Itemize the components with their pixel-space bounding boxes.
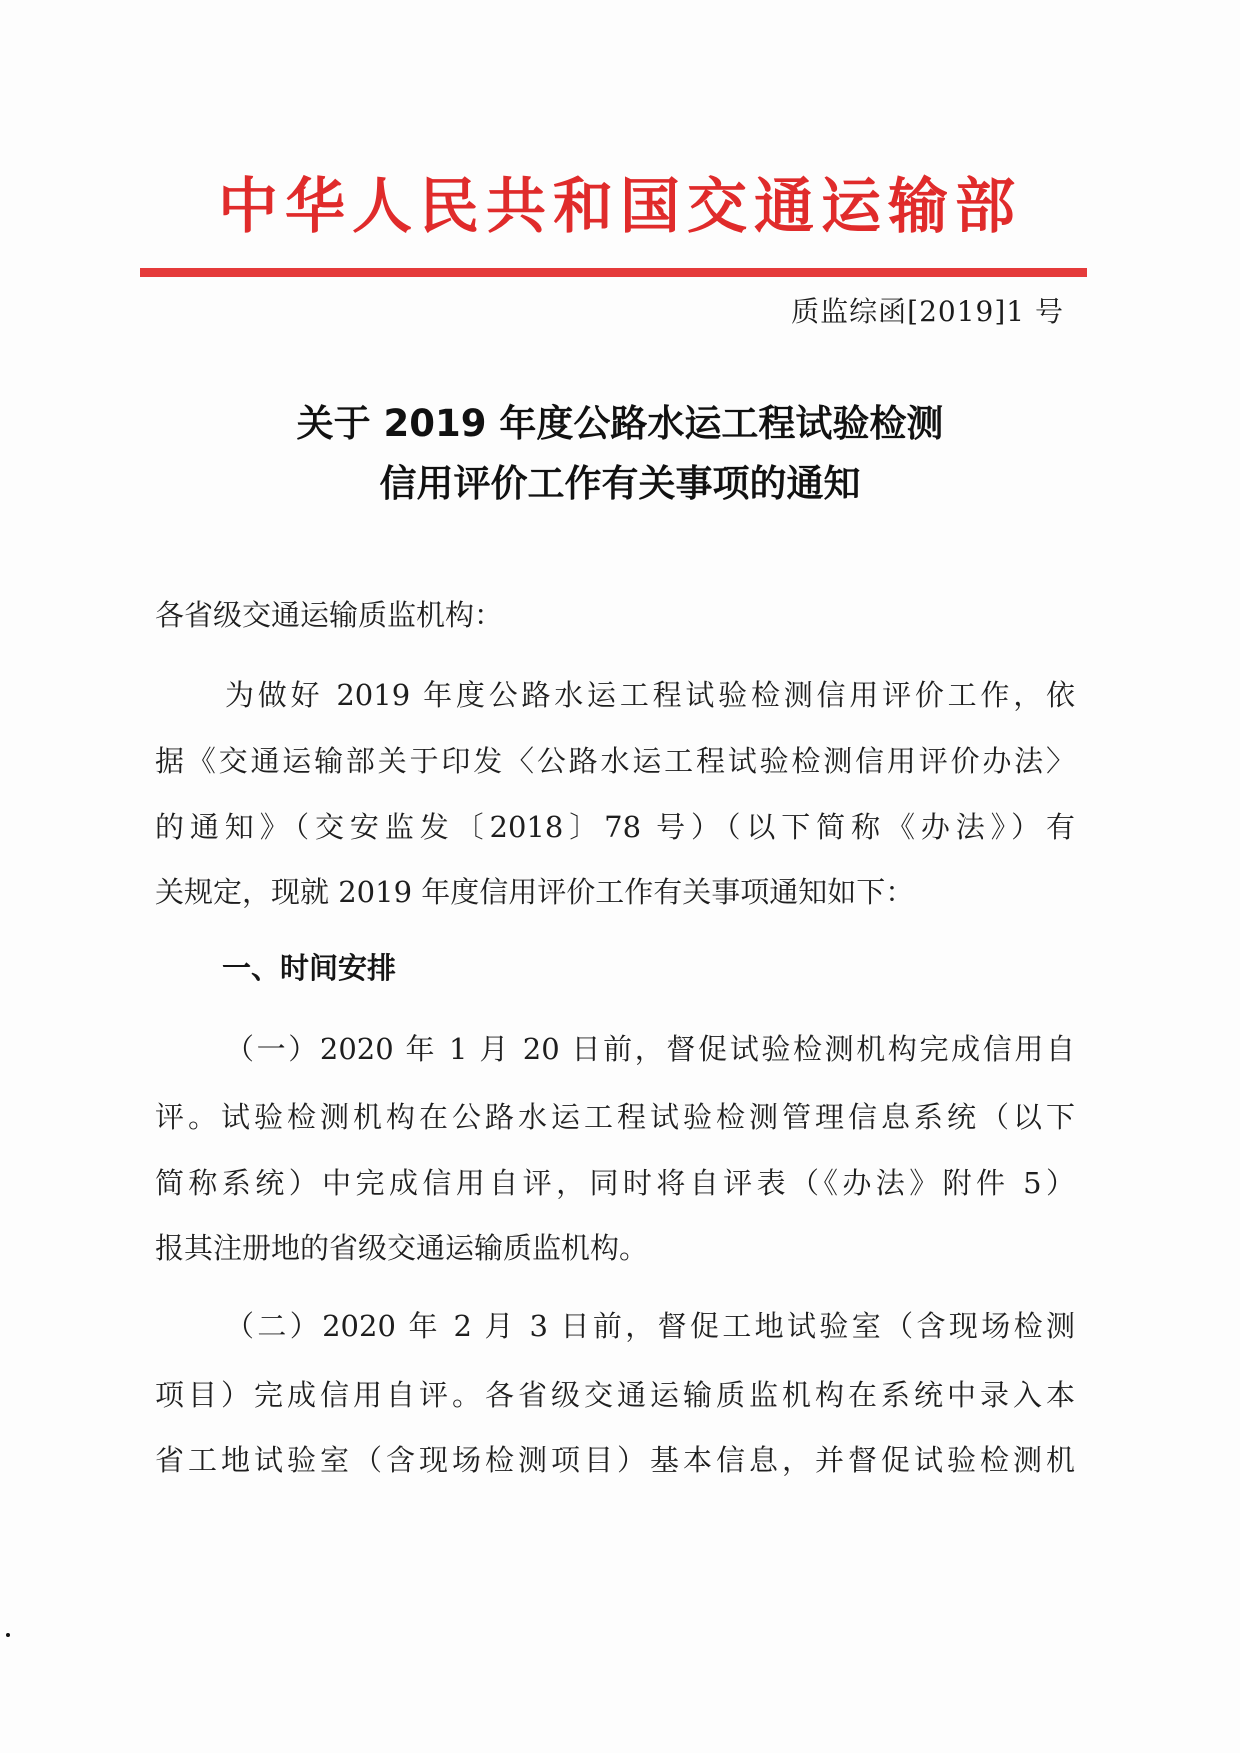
scan-speck xyxy=(6,1633,10,1637)
intro-line: 据《交通运输部关于印发〈公路水运工程试验检测信用评价办法〉 xyxy=(155,744,1075,778)
document-number: 质监综函[2019]1 号 xyxy=(791,295,1064,328)
intro-line: 为做好 2019 年度公路水运工程试验检测信用评价工作，依 xyxy=(225,678,1075,712)
item-1-line: （一）2020 年 1 月 20 日前，督促试验检测机构完成信用自 xyxy=(225,1032,1075,1066)
letterhead-org-name: 中华人民共和国交通运输部 xyxy=(218,172,1022,242)
addressee: 各省级交通运输质监机构： xyxy=(155,598,504,632)
intro-line: 的通知》（交安监发〔2018〕78 号）（以下简称《办法》）有 xyxy=(155,810,1075,844)
intro-line: 关规定，现就 2019 年度信用评价工作有关事项通知如下： xyxy=(155,875,915,909)
item-1-line: 简称系统）中完成信用自评，同时将自评表（《办法》附件 5） xyxy=(155,1166,1075,1200)
document-title-line-1: 关于 2019 年度公路水运工程试验检测 xyxy=(296,402,944,445)
item-1-line: 评。试验检测机构在公路水运工程试验检测管理信息系统（以下 xyxy=(155,1100,1075,1134)
item-2-line: 项目）完成信用自评。各省级交通运输质监机构在系统中录入本 xyxy=(155,1378,1075,1412)
section-1-heading: 一、时间安排 xyxy=(222,951,397,985)
item-2-line: （二）2020 年 2 月 3 日前，督促工地试验室（含现场检测 xyxy=(225,1309,1075,1343)
item-1-line: 报其注册地的省级交通运输质监机构。 xyxy=(155,1231,649,1265)
item-2-line: 省工地试验室（含现场检测项目）基本信息，并督促试验检测机 xyxy=(155,1443,1075,1477)
letterhead-red-rule xyxy=(140,268,1087,277)
document-title-line-2: 信用评价工作有关事项的通知 xyxy=(379,462,861,505)
